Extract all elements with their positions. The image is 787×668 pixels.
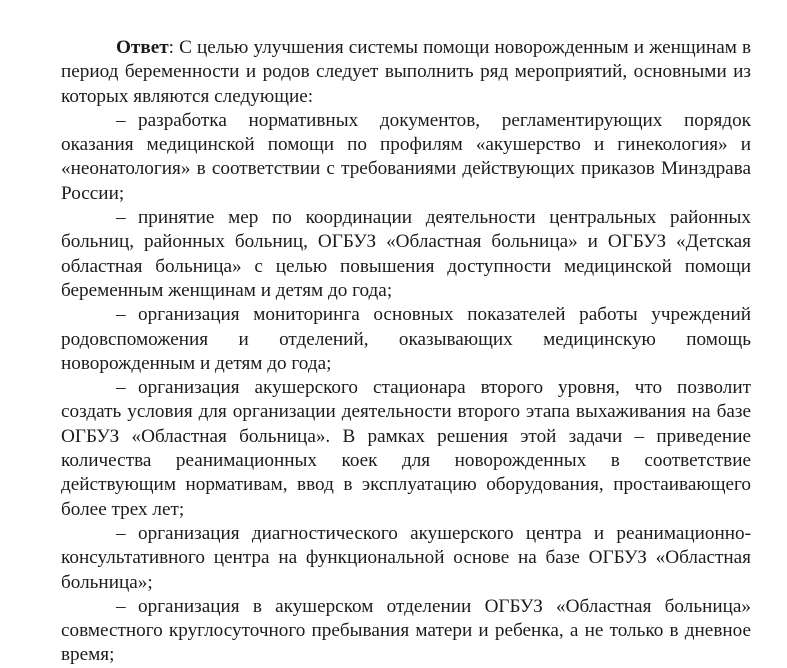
document-page: [61, 36, 751, 668]
bullet-dash: –: [116, 522, 126, 544]
list-item-text: организация в акушерском отделении ОГБУЗ «Областная больница» совместного круглосуточного пребывания матери и ребенка, а не только в дневное время;: [61, 595, 751, 666]
list-item-text: разработка нормативных документов, регламентирующих порядок оказания медицинской помощи по профилям «акушерство и гинекология» и «неонатология» в соответствии с требованиями действующих приказов Минздрава России;: [61, 109, 751, 204]
list-item: [61, 303, 751, 376]
intro-paragraph: [61, 36, 751, 109]
answer-label: Ответ: [116, 37, 169, 58]
list-item-text: организация акушерского стационара второго уровня, что позволит создать условия для организации деятельности второго этапа выхаживания на базе ОГБУЗ «Областная больница». В рамках решения этой задачи – приведение количества реанимационных коек для новорожденных в соответствие действующим нормативам, ввод в эксплуатацию оборудования, простаивающего более трех лет;: [61, 377, 751, 520]
list-item: [61, 522, 751, 595]
list-item-text: организация мониторинга основных показателей работы учреждений родовспоможения и отделений, оказывающих медицинскую помощь новорожденным и детям до года;: [61, 304, 751, 374]
bullet-dash: –: [116, 109, 126, 131]
list-item-text: организация диагностического акушерского центра и реанимационно-консультативного центра на функциональной основе на базе ОГБУЗ «Областная больница»;: [61, 522, 751, 593]
bullet-dash: –: [116, 304, 126, 326]
list-item: [61, 206, 751, 303]
list-item: [61, 595, 751, 668]
bullet-dash: –: [116, 595, 126, 617]
bullet-dash: –: [116, 207, 126, 229]
list-item: [61, 109, 751, 206]
list-item-text: принятие мер по координации деятельности центральных районных больниц, районных больниц, ОГБУЗ «Областная больница» и ОГБУЗ «Детская областная больница» с целью повышения доступности медицинской помощи беременным женщинам и детям до года;: [61, 207, 751, 301]
bullet-dash: –: [116, 377, 126, 399]
list-item: [61, 376, 751, 522]
intro-text: : С целью улучшения системы помощи новорожденным и женщинам в период беременности и родов следует выполнить ряд мероприятий, основными из которых являются следующие:: [61, 37, 751, 107]
